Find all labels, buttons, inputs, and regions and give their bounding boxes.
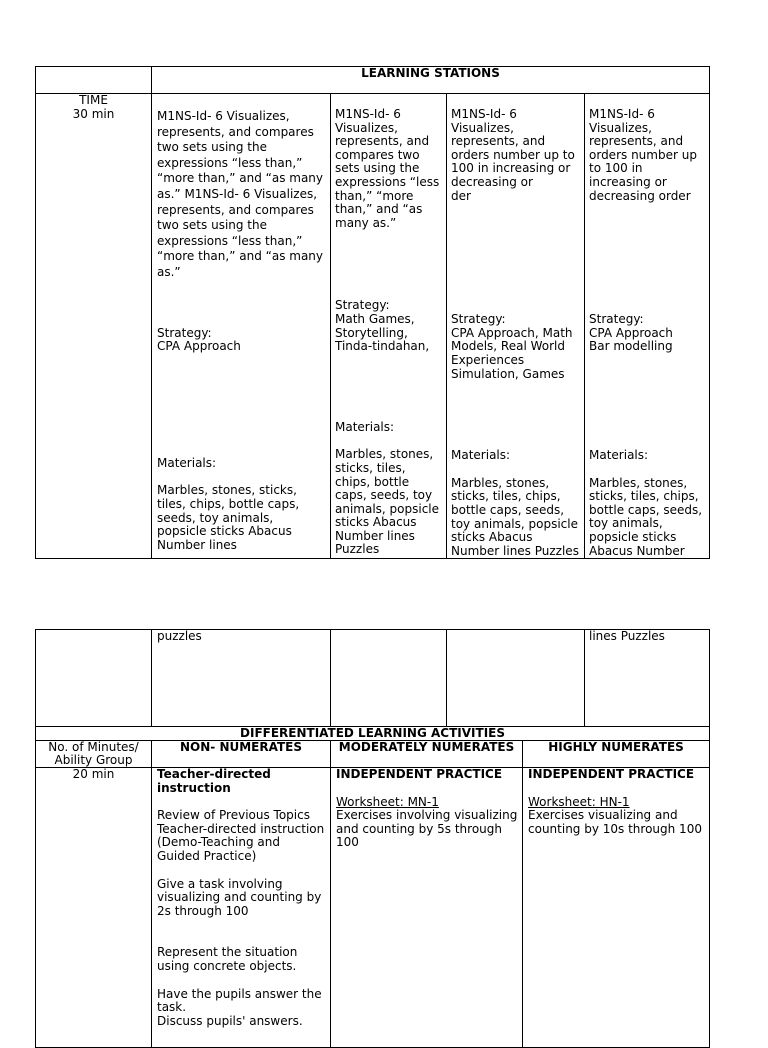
station-1-competency: M1NS-Id- 6 Visualizes, represents, and compares two sets using the expressions “less than,” “more than,” and “as many as.” M1NS-Id- 6 Visualizes, represents, and compares two sets using the expressions “less than,” “more than,” and “as many as.” [157,109,324,279]
continued-blank-cell [36,630,152,727]
differentiated-activities-table [35,726,710,1048]
non-numerates-header: NON- NUMERATES [180,740,302,754]
non-numerates-answer: Have the pupils answer the task. [157,986,322,1015]
moderately-numerates-worksheet: Worksheet: MN-1 [336,794,439,809]
non-numerates-discuss: Discuss pupils' answers. [157,1013,303,1028]
moderately-numerates-header-cell [331,741,523,768]
station-1-materials-label: Materials: [157,455,217,470]
time-cell [36,94,152,559]
time-value: 30 min [72,106,115,121]
highly-numerates-cell [523,768,710,1048]
station-3-competency: M1NS-Id- 6 Visualizes, represents, and orders number up to 100 in increasing or decreasing or der [451,107,575,203]
moderately-numerates-header: MODERATELY NUMERATES [338,740,515,754]
highly-numerates-worksheet: Worksheet: HN-1 [528,794,630,809]
moderately-numerates-cell [331,768,523,1048]
continued-station-2-cell [331,630,447,727]
station-2-competency: M1NS-Id- 6 Visualizes, represents, and compares two sets using the expressions “less than,” “more than,” and “as many as.” [335,107,440,230]
continued-station-1-cell [152,630,331,727]
station-4-strategy: Strategy: CPA Approach Bar modelling [589,312,673,354]
station-2-cell [331,94,447,559]
highly-numerates-title: INDEPENDENT PRACTICE [528,767,695,781]
station-2-strategy: Strategy: Math Games, Storytelling, Tinda-tindahan, [335,298,430,354]
learning-stations-header [152,67,710,94]
minutes-value: 20 min [72,767,115,781]
station-4-materials-label: Materials: [589,447,649,462]
station-4-competency: M1NS-Id- 6 Visualizes, represents, and orders number up to 100 in increasing or decreasing order [589,107,697,203]
non-numerates-review: Review of Previous Topics Teacher-directed instruction (Demo-Teaching and Guided Practice) [157,808,325,863]
continued-station-1-materials: puzzles [157,629,202,643]
non-numerates-header-cell [152,741,331,768]
highly-numerates-header-cell [523,741,710,768]
station-3-strategy: Strategy: CPA Approach, Math Models, Real World Experiences Simulation, Games [451,312,573,381]
highly-numerates-header: HIGHLY NUMERATES [548,740,684,754]
station-1-strategy: Strategy: CPA Approach [157,325,241,354]
minutes-value-cell [36,768,152,1048]
station-4-cell [585,94,710,559]
continued-station-3-cell [447,630,585,727]
minutes-label-cell [36,741,152,768]
blank-corner-cell [36,67,152,94]
moderately-numerates-exercise: Exercises involving visualizing and counting by 5s through 100 [336,808,518,850]
station-2-materials-label: Materials: [335,419,395,434]
non-numerates-cell [152,768,331,1048]
time-label: TIME [79,93,108,107]
continued-station-4-cell [585,630,710,727]
continued-station-4-materials: lines Puzzles [589,629,665,643]
non-numerates-task: Give a task involving visualizing and counting by 2s through 100 [157,876,322,918]
station-3-materials-label: Materials: [451,448,511,463]
station-3-materials: Marbles, stones, sticks, tiles, chips, bottle caps, seeds, toy animals, popsicle sticks Abacus Number lines Puzzles [451,475,579,558]
learning-stations-title: LEARNING STATIONS [361,66,500,80]
dla-title: DIFFERENTIATED LEARNING ACTIVITIES [240,726,505,740]
station-4-materials: Marbles, stones, sticks, tiles, chips, bottle caps, seeds, toy animals, popsicle sticks Abacus Number [589,475,703,558]
continuation-table [35,629,710,727]
station-3-cell [447,94,585,559]
dla-header-cell [36,727,710,741]
moderately-numerates-title: INDEPENDENT PRACTICE [336,767,503,781]
non-numerates-represent: Represent the situation using concrete objects. [157,945,298,973]
station-2-materials: Marbles, stones, sticks, tiles, chips, bottle caps, seeds, toy animals, popsicle sticks Abacus Number lines Puzzles [335,447,440,557]
non-numerates-title: Teacher-directed instruction [157,767,271,795]
minutes-label: No. of Minutes/ Ability Group [48,740,139,767]
highly-numerates-exercise: Exercises visualizing and counting by 10s through 100 [528,808,702,836]
station-1-cell [152,94,331,559]
station-1-materials: Marbles, stones, sticks, tiles, chips, bottle caps, seeds, toy animals, popsicle sticks Abacus Number lines [157,483,300,552]
learning-stations-table [35,66,710,559]
